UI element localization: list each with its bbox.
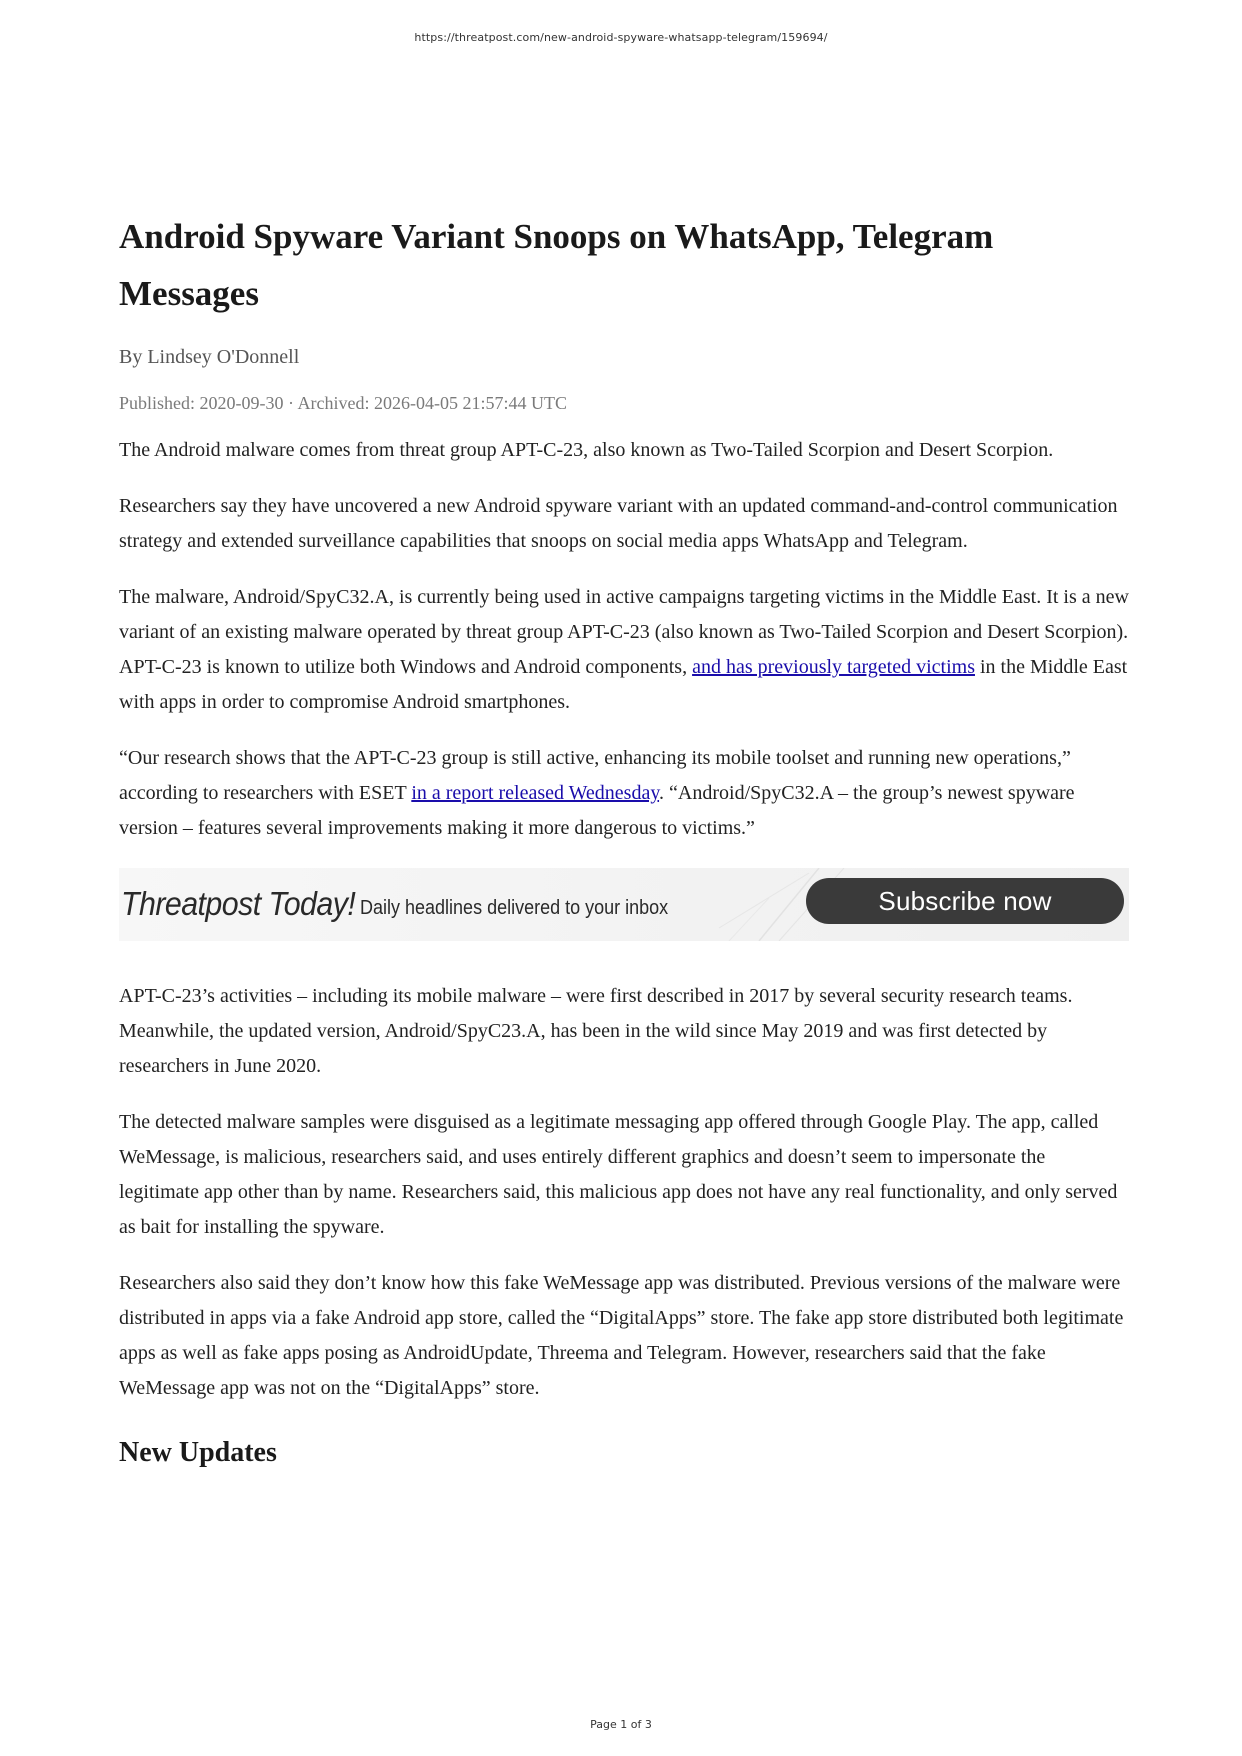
paragraph-text: “Our research shows that the APT-C-23 group is still active, enhancing its mobile toolset and running new operations,” according to researchers with ESET [119,747,1071,804]
paragraph-text: The malware, Android/SpyC32.A, is currently being used in active campaigns targeting victims in the Middle East. It is a new variant of an existing malware operated by threat group APT-C-23 (also known as Two-Tailed Scorpion and Desert Scorpion). APT-C-23 is known to utilize both Windows and Android components, [119,586,1129,678]
newsletter-banner[interactable] [119,868,1129,941]
print-url-header: https://threatpost.com/new-android-spyware-whatsapp-telegram/159694/ [414,31,828,44]
paragraph: Researchers say they have uncovered a new Android spyware variant with an updated command-and-control communication strategy and extended surveillance capabilities that snoops on social media apps WhatsApp and Telegram. [119,495,1118,552]
paragraph: Researchers also said they don’t know how this fake WeMessage app was distributed. Previous versions of the malware were distributed in apps via a fake Android app store, called the “DigitalApps” store. The fake app store distributed both legitimate apps as well as fake apps posing as AndroidUpdate, Threema and Telegram. However, researchers said that the fake WeMessage app was not on the “DigitalApps” store. [119,1272,1124,1399]
banner-brand: Threatpost Today! [121,885,356,922]
paragraph-text: . “Android/SpyC32.A – the group’s newest spyware version – features several improvements making it more dangerous to victims.” [119,782,1075,839]
section-heading: New Updates [119,1437,277,1468]
banner-tagline: Daily headlines delivered to your inbox [360,897,669,919]
subscribe-button[interactable]: Subscribe now [806,878,1124,924]
page-number: Page 1 of 3 [590,1718,652,1731]
previously-targeted-victims-link[interactable]: and has previously targeted victims [692,656,975,678]
article-title: Android Spyware Variant Snoops on WhatsApp, Telegram Messages [119,217,994,313]
article-byline: By Lindsey O'Donnell [119,346,300,368]
paragraph [119,580,1129,720]
article [119,208,1129,1470]
paragraph: The detected malware samples were disguised as a legitimate messaging app offered through Google Play. The app, called WeMessage, is malicious, researchers said, and uses entirely different graphics and doesn’t seem to impersonate the legitimate app other than by name. Researchers said, this malicious app does not have any real functionality, and only served as bait for installing the spyware. [119,1111,1118,1238]
paragraph [119,741,1129,846]
paragraph: APT-C-23’s activities – including its mobile malware – were first described in 2017 by several security research teams. Meanwhile, the updated version, Android/SpyC23.A, has been in the wild since May 2019 and was first detected by researchers in June 2020. [119,985,1073,1077]
article-meta: Published: 2020-09-30 · Archived: 2026-04-05 21:57:44 UTC [119,393,567,413]
paragraph-text: in the Middle East with apps in order to compromise Android smartphones. [119,656,1128,713]
article-body [119,433,1129,1406]
paragraph-intro: The Android malware comes from threat group APT-C-23, also known as Two-Tailed Scorpion and Desert Scorpion. [119,439,1054,461]
eset-report-link[interactable]: in a report released Wednesday [411,782,660,804]
